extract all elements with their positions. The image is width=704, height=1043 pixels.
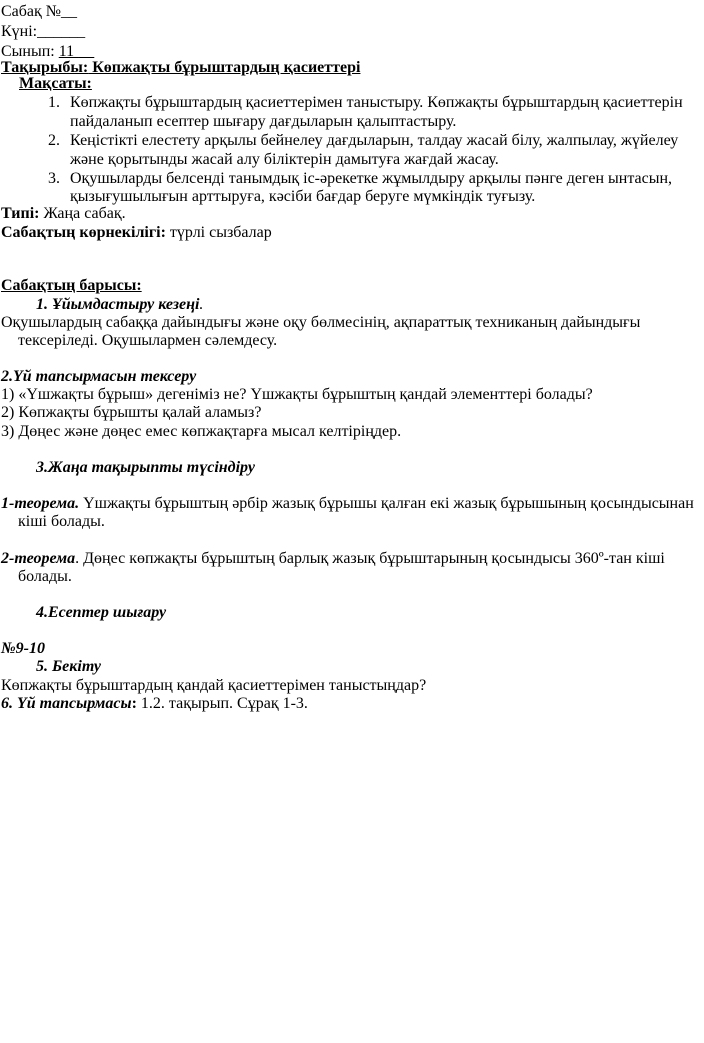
objectives-label: Мақсаты:: [19, 75, 92, 92]
theorem-2-label: 2-теорема: [1, 550, 76, 567]
topic-label: Тақырыбы:: [1, 59, 89, 76]
problems-line: №9-10: [1, 640, 45, 657]
consolidation-question: Көпжақты бұрыштардың қандай қасиеттерімен таныстыңдар?: [1, 677, 427, 694]
stage-1-text-line: Оқушылардың сабаққа дайындығы және оқу бөлмесінің, ақпараттық техниканың дайындығы: [1, 314, 641, 331]
homework-label: 6. Үй тапсырмасы: [1, 695, 132, 712]
objective-line: пайдаланып есептер шығару дағдыларын қалыптастыру.: [70, 113, 457, 130]
date-label: Күні:: [1, 23, 38, 40]
visuals-label: Сабақтың көрнекілігі:: [1, 224, 166, 241]
homework-question: 1) «Үшжақты бұрыш» дегеніміз не? Үшжақты бұрыштың қандай элементтері болады?: [1, 386, 593, 403]
class-value: 11: [58, 43, 79, 60]
topic-line: [1, 60, 360, 76]
theorem-2-line-2: болады.: [18, 568, 72, 585]
stage-5-heading: 5. Бекіту: [36, 658, 101, 675]
class-line: [1, 44, 94, 60]
type-value: Жаңа сабақ.: [39, 205, 126, 222]
objective-line: Көпжақты бұрыштардың қасиеттерімен таныстыру. Көпжақты бұрыштардың қасиеттерін: [70, 94, 683, 111]
objective-line: Оқушыларды белсенді танымдық іс-әрекетке жұмылдыру арқылы пәнге деген ынтасын,: [70, 170, 673, 187]
visuals-value: түрлі сызбалар: [165, 224, 272, 241]
stage-4-heading: 4.Есептер шығару: [36, 604, 167, 621]
homework-colon: :: [131, 695, 137, 712]
class-tail: __: [78, 43, 95, 60]
date-line: [1, 24, 85, 40]
objective-number: 3.: [48, 170, 60, 187]
objective-number: 1.: [48, 94, 60, 111]
theorem-2-line: [1, 551, 665, 567]
stage-1-heading: [36, 297, 203, 313]
topic-text: Көпжақты бұрыштардың қасиеттері: [88, 59, 361, 76]
objective-number: 2.: [48, 132, 60, 149]
date-blank: ______: [37, 23, 86, 40]
stage-3-heading: 3.Жаңа тақырыпты түсіндіру: [36, 459, 255, 476]
theorem-1-text: Үшжақты бұрыштың әрбір жазық бұрышы қалған екі жазық бұрышының қосындысынан: [79, 495, 694, 512]
lesson-number: Сабақ №__: [1, 3, 78, 20]
objective-line: Кеңістікті елестету арқылы бейнелеу дағдыларын, талдау жасай білу, жалпылау, жүйелеу: [70, 132, 679, 149]
type-line: [1, 206, 126, 222]
homework-question: 3) Дөңес және дөңес емес көпжақтарға мысал келтіріңдер.: [1, 423, 402, 440]
theorem-1-line-2: кіші болады.: [18, 513, 105, 530]
homework-value: 1.2. тақырып. Сұрақ 1-3.: [136, 695, 308, 712]
theorem-2-text: . Дөңес көпжақты бұрыштың барлық жазық бұрыштарының қосындысы 360º-тан кіші: [75, 550, 665, 567]
homework-question: 2) Көпжақты бұрышты қалай аламыз?: [1, 404, 262, 421]
progress-heading: Сабақтың барысы:: [1, 277, 142, 294]
homework-line: [1, 696, 308, 712]
stage-1-text-line: тексеріледі. Оқушылармен сәлемдесу.: [18, 332, 278, 349]
visuals-line: [1, 225, 272, 241]
stage-1-title: 1. Ұйымдастыру кезеңі: [36, 296, 200, 313]
type-label: Типі:: [1, 205, 40, 222]
stage-2-heading: 2.Үй тапсырмасын тексеру: [1, 368, 197, 385]
objective-line: қызығушылығын арттыруға, кәсіби бағдар беруге мүмкіндік туғызу.: [70, 188, 536, 205]
theorem-1-line: [1, 496, 694, 512]
stage-1-title-tail: .: [199, 296, 204, 313]
theorem-1-label: 1-теорема.: [1, 495, 80, 512]
objective-line: және қорытынды жасай алу біліктерін дамытуға жағдай жасау.: [70, 151, 499, 168]
class-label: Сынып:: [1, 43, 59, 60]
